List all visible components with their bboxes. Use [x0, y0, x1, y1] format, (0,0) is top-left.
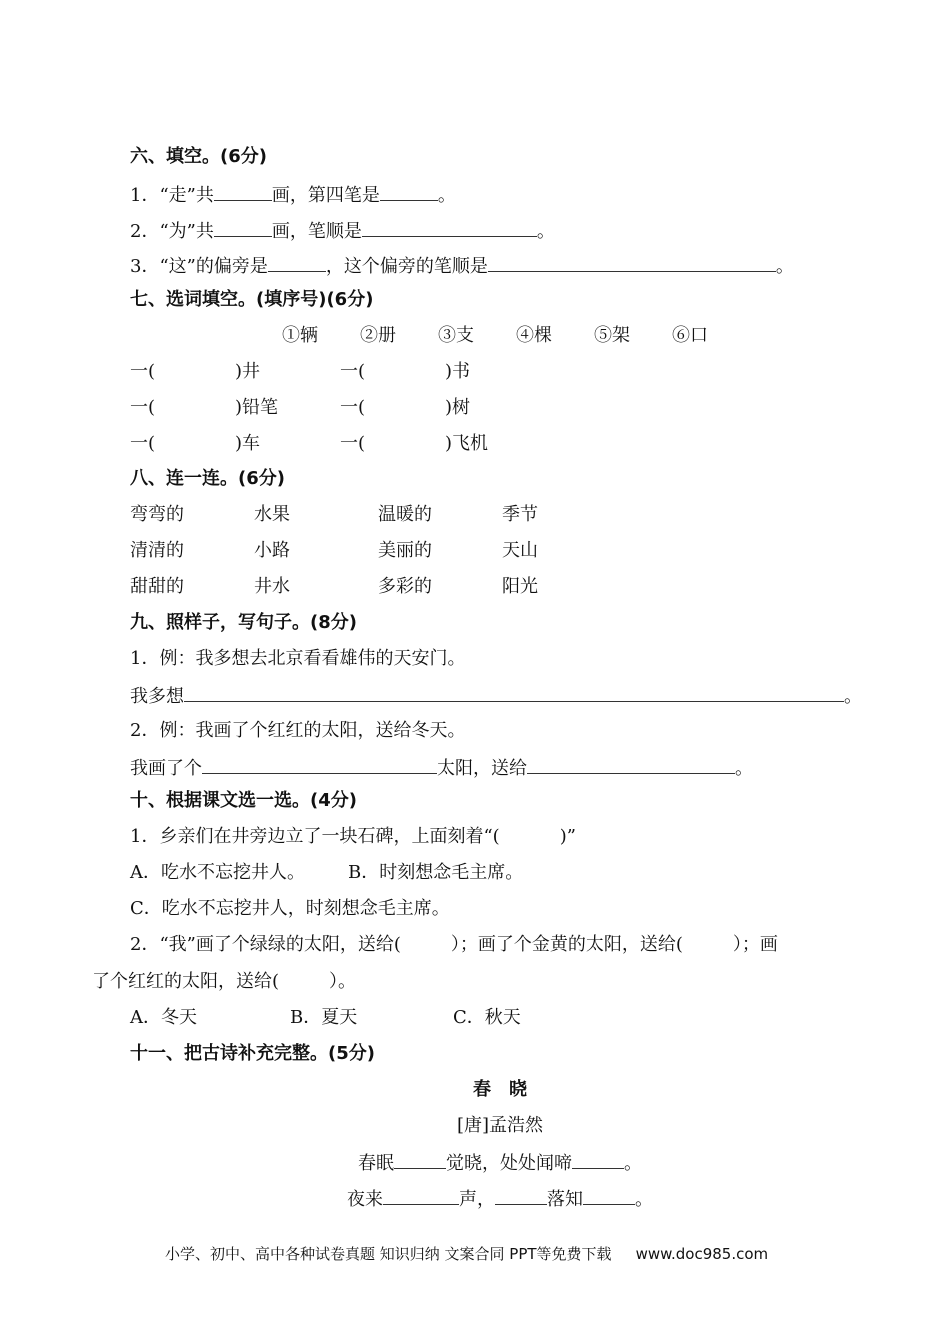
matching-word[interactable]: 甜甜的: [130, 576, 184, 597]
blank[interactable]: [214, 218, 272, 237]
footer-text: 小学、初中、高中各种试卷真题 知识归纳 文案合同 PPT等免费下载: [165, 1245, 612, 1263]
s9-answer-1: [130, 683, 862, 707]
text: 画，笔顺是: [271, 221, 362, 242]
text: 1．“走”共: [130, 185, 214, 206]
text: 。: [635, 1189, 653, 1210]
s6-q3: [130, 253, 794, 277]
text: 一(: [340, 361, 366, 382]
text: )井: [235, 361, 261, 382]
text: )车: [235, 433, 261, 454]
s6-q1: [130, 182, 456, 206]
poem-author: [唐]孟浩然: [456, 1115, 544, 1136]
section-8-title: 八、连一连。(6分): [130, 468, 285, 489]
matching-word[interactable]: 季节: [502, 504, 538, 525]
blank[interactable]: [268, 253, 326, 272]
option-b: B．夏天: [290, 1007, 358, 1028]
text: 一(: [130, 361, 156, 382]
matching-word[interactable]: 美丽的: [378, 540, 432, 561]
s10-q2-options: [130, 1006, 521, 1030]
text: 我画了个: [130, 758, 202, 779]
text: ，这个偏旁的笔顺是: [325, 256, 488, 277]
text: )树: [445, 397, 471, 418]
option: ③支: [438, 325, 474, 346]
poem-line-2: [25, 1186, 950, 1210]
matching-row: [130, 575, 538, 599]
blank[interactable]: [488, 253, 776, 272]
matching-row: [130, 503, 538, 527]
blank[interactable]: [394, 1150, 446, 1169]
s9-example-2: 2．例：我画了个红红的太阳，送给冬天。: [130, 720, 466, 741]
option: ⑤架: [594, 325, 630, 346]
text: )飞机: [445, 433, 489, 454]
measure-word-row: [130, 360, 470, 384]
matching-word[interactable]: 温暖的: [378, 504, 432, 525]
text: 一(: [130, 433, 156, 454]
text: 。: [624, 1153, 642, 1174]
section-7-title: 七、选词填空。(填序号)(6分): [130, 289, 374, 310]
measure-word-row: [130, 396, 470, 420]
matching-row: [130, 539, 538, 563]
text: 2．“我”画了个绿绿的太阳，送给(: [130, 934, 401, 955]
text: 一(: [130, 397, 156, 418]
text: 落知: [547, 1189, 583, 1210]
blank[interactable]: [202, 755, 437, 774]
section-6-title: 六、填空。(6分): [130, 146, 267, 167]
measure-word-row: [130, 432, 488, 456]
option: ②册: [360, 325, 396, 346]
section-9-title: 九、照样子，写句子。(8分): [130, 612, 357, 633]
blank[interactable]: [572, 1150, 624, 1169]
option-a: A．冬天: [130, 1007, 197, 1028]
s10-q1: [130, 825, 576, 849]
s10-q2-line2: [92, 970, 356, 994]
text: )铅笔: [235, 397, 279, 418]
text: 一(: [340, 397, 366, 418]
s9-answer-2: [130, 755, 753, 779]
blank[interactable]: [527, 755, 735, 774]
text: )”: [559, 826, 576, 847]
matching-word[interactable]: 弯弯的: [130, 504, 184, 525]
matching-word[interactable]: 清清的: [130, 540, 184, 561]
word-options: [282, 324, 708, 348]
text: 一(: [340, 433, 366, 454]
blank[interactable]: [495, 1186, 547, 1205]
option: ④棵: [516, 325, 552, 346]
section-11-title: 十一、把古诗补充完整。(5分): [130, 1043, 375, 1064]
text: 。: [775, 256, 794, 277]
text: 觉晓，处处闻啼: [446, 1153, 572, 1174]
option: ①辆: [282, 325, 318, 346]
blank[interactable]: [214, 182, 272, 201]
section-10-title: 十、根据课文选一选。(4分): [130, 790, 357, 811]
text: 太阳，送给: [437, 758, 527, 779]
poem-line-1: [25, 1150, 950, 1174]
matching-word[interactable]: 小路: [254, 540, 290, 561]
blank[interactable]: [583, 1186, 635, 1205]
option: ⑥口: [672, 325, 708, 346]
text: ）；画: [732, 934, 778, 955]
s10-q1-option-c: C．吃水不忘挖井人，时刻想念毛主席。: [130, 898, 450, 919]
text: 。: [536, 221, 555, 242]
text: ）；画了个金黄的太阳，送给(: [450, 934, 683, 955]
matching-word[interactable]: 阳光: [502, 576, 538, 597]
matching-word[interactable]: 天山: [502, 540, 538, 561]
option-b: B．时刻想念毛主席。: [348, 862, 524, 883]
footer-url[interactable]: www.doc985.com: [635, 1245, 769, 1263]
text: 画，第四笔是: [271, 185, 380, 206]
text: 。: [844, 686, 862, 707]
blank[interactable]: [362, 218, 537, 237]
text: 我多想: [130, 686, 184, 707]
text: 2．“为”共: [130, 221, 214, 242]
text: 春眠: [358, 1153, 394, 1174]
blank[interactable]: [184, 683, 844, 702]
text: 。: [437, 185, 456, 206]
text: ）。: [329, 971, 357, 992]
footer: [165, 1242, 768, 1266]
s6-q2: [130, 218, 555, 242]
matching-word[interactable]: 水果: [254, 504, 290, 525]
blank[interactable]: [383, 1186, 459, 1205]
text: 1．乡亲们在井旁边立了一块石碑，上面刻着“(: [130, 826, 500, 847]
matching-word[interactable]: 多彩的: [378, 576, 432, 597]
text: 夜来: [347, 1189, 383, 1210]
matching-word[interactable]: 井水: [254, 576, 290, 597]
text: 3．“这”的偏旁是: [130, 256, 268, 277]
text: 声，: [459, 1189, 495, 1210]
s10-q1-options: [130, 861, 523, 885]
text: 了个红红的太阳，送给(: [92, 971, 280, 992]
option-a: A．吃水不忘挖井人。: [130, 862, 305, 883]
text: )书: [445, 361, 471, 382]
text: 。: [735, 758, 753, 779]
poem-title: 春 晓: [473, 1079, 527, 1100]
s10-q2-line1: [130, 933, 778, 957]
blank[interactable]: [380, 182, 438, 201]
option-c: C．秋天: [453, 1007, 521, 1028]
s9-example-1: 1．例：我多想去北京看看雄伟的天安门。: [130, 648, 466, 669]
